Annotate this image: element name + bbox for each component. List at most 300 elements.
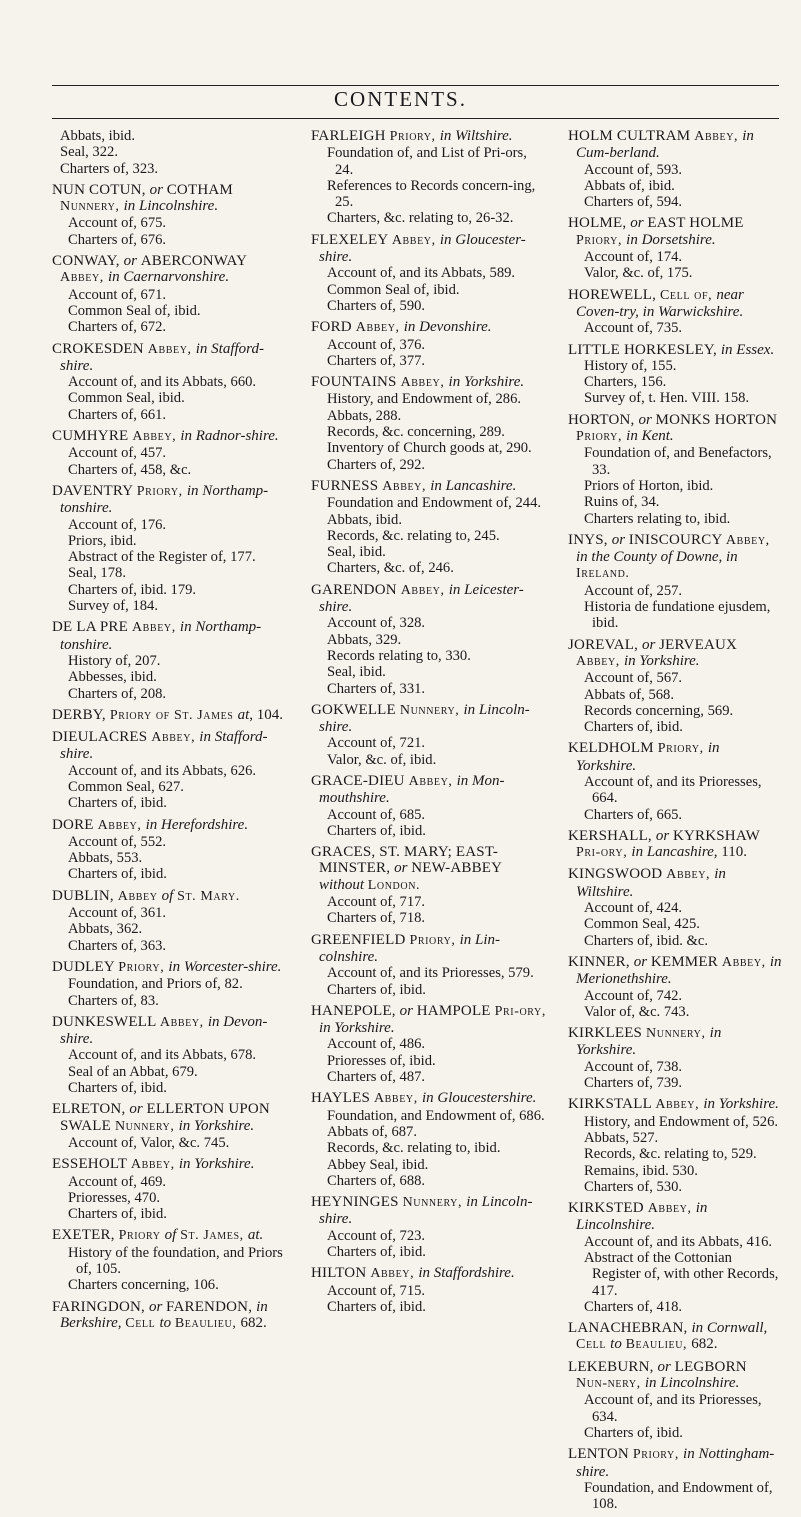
entry-subline: Charters of, ibid. [584, 1424, 683, 1441]
heading-italic: or [611, 531, 629, 548]
index-entry [311, 844, 548, 926]
entry-subline: Charters of, 331. [327, 680, 426, 697]
entry-subline: Account of, and its Abbats, 416. [584, 1233, 773, 1250]
entry-heading [311, 702, 548, 736]
heading-name: HOLME, [568, 215, 631, 232]
heading-name: FARENDON, [166, 1298, 257, 1315]
heading-name: CONWAY, [52, 253, 124, 270]
entry-heading [311, 582, 548, 616]
heading-italic: or [394, 860, 412, 877]
entry-subline: Charters of, 418. [584, 1298, 683, 1315]
index-entry [568, 1320, 782, 1354]
index-column-3 [568, 128, 782, 1517]
entry-subline: Charters of, 458, &c. [68, 461, 192, 478]
entry-subline: Charters of, 665. [584, 806, 683, 823]
entry-subline: Charters of, ibid. [68, 795, 167, 812]
heading-italic: in Yorkshire. [703, 1096, 779, 1113]
entry-subline: Account of, 738. [584, 1058, 683, 1075]
heading-smallcaps: Priory, [576, 429, 627, 445]
heading-smallcaps: Abbey, [666, 867, 715, 883]
entry-subline: Charters of, 83. [68, 992, 159, 1009]
entry-heading [311, 478, 548, 495]
heading-name: KERSHALL, [568, 827, 656, 844]
heading-italic: in Yorkshire. [448, 374, 525, 391]
heading-name: FURNESS [311, 477, 383, 494]
entry-subline: Survey of, 184. [68, 598, 158, 615]
entry-subline: History, and Endowment of, 286. [327, 391, 522, 408]
entry-subline: History of the foundation, and Priors of, 105. [68, 1244, 283, 1277]
entry-heading [311, 844, 548, 894]
heading-smallcaps: Abbey, [355, 320, 404, 336]
heading-smallcaps: Abbey, [694, 129, 743, 144]
heading-name: LENTON [568, 1446, 633, 1463]
heading-name: DAVENTRY [52, 482, 137, 499]
entry-subline: Records concerning, 569. [584, 702, 734, 719]
heading-smallcaps: Abbey, [373, 1091, 422, 1107]
entry-subline: Account of, 742. [584, 987, 683, 1004]
heading-name: FORD [311, 319, 356, 336]
entry-subline: Charters of, ibid. [327, 981, 426, 998]
entry-subline: Charters, &c. of, 246. [327, 560, 454, 577]
index-entry [52, 817, 288, 883]
entry-subline: Account of, 567. [584, 670, 683, 687]
entry-heading [311, 374, 548, 391]
entry-subline: Account of, and its Abbats, 660. [68, 374, 257, 391]
heading-smallcaps: Abbey, [400, 375, 449, 391]
heading-smallcaps: Nunnery, [399, 702, 464, 718]
heading-smallcaps: Nunnery, [402, 1195, 467, 1211]
heading-name: KIRKLEES [568, 1025, 647, 1042]
heading-name: NUN COTUN, [52, 181, 150, 198]
entry-heading [52, 1101, 288, 1135]
heading-name: KELDHOLM [568, 740, 658, 757]
heading-smallcaps: Priory, [389, 129, 440, 144]
entry-subline: History, and Endowment of, 526. [584, 1113, 779, 1130]
heading-text: 682. [240, 1314, 267, 1331]
heading-name: KYRKSHAW [672, 827, 760, 844]
heading-name: DUNKESWELL [52, 1013, 160, 1030]
entry-subline: Abbats, 329. [327, 631, 402, 648]
entry-heading [568, 1320, 782, 1354]
heading-smallcaps: Abbey, [131, 620, 180, 636]
entry-subline: History of, 207. [68, 652, 161, 669]
heading-italic: in Northamp-tonshire. [60, 619, 262, 653]
heading-smallcaps: Abbey, [655, 1097, 704, 1113]
heading-italic: in Lin-colnshire. [319, 931, 501, 965]
entry-subline: Account of, 685. [327, 806, 426, 823]
heading-italic: in Devon-shire. [60, 1013, 268, 1048]
entry-subline: Account of, 723. [327, 1227, 426, 1244]
heading-name: FARINGDON, [52, 1298, 149, 1315]
index-entry [52, 1156, 288, 1222]
entry-subline: Foundation, and Endowment of, 686. [327, 1107, 545, 1124]
index-entry [568, 740, 782, 822]
entry-subline: Abbey Seal, ibid. [327, 1156, 429, 1173]
heading-italic: or [657, 1358, 675, 1375]
heading-smallcaps: Pri-ory, [576, 845, 632, 861]
heading-name: COTHAM [166, 181, 233, 198]
index-entry [52, 707, 288, 724]
heading-smallcaps: Beaulieu, [174, 1315, 241, 1331]
index-entry [52, 128, 288, 177]
heading-italic: without [319, 876, 368, 893]
entry-heading [311, 232, 548, 266]
entry-subline: Account of, 715. [327, 1282, 426, 1299]
heading-text: 104. [256, 706, 283, 723]
entry-subline: Charters of, ibid. 179. [68, 581, 197, 598]
index-entry [311, 1090, 548, 1189]
heading-italic: in Cum-berland. [576, 128, 754, 162]
entry-subline: Abstract of the Register of, 177. [68, 549, 256, 566]
heading-italic: in Dorsetshire. [626, 231, 716, 248]
title-rule [52, 118, 779, 119]
heading-name: HOLM CULTRAM [568, 128, 695, 144]
entry-heading [52, 707, 288, 724]
heading-italic: in Devonshire. [403, 319, 492, 336]
heading-smallcaps: Abbey, [391, 232, 440, 248]
entry-heading [568, 637, 782, 671]
entry-subline: Account of, 328. [327, 615, 426, 632]
entry-subline: Abbats, ibid. [60, 128, 135, 144]
entry-heading [568, 1359, 782, 1393]
heading-italic: in Staffordshire. [418, 1265, 515, 1282]
entry-subline: Abbats of, ibid. [584, 177, 675, 194]
heading-italic: of [161, 887, 178, 904]
entry-heading [52, 253, 288, 287]
entry-subline: Charters of, ibid. [68, 1206, 167, 1223]
entry-subline: Account of, 176. [68, 516, 167, 533]
heading-italic: in Gloucester-shire. [319, 231, 526, 266]
entry-subline: Charters of, 672. [68, 319, 167, 336]
entry-subline: Abstract of the Cottonian Register of, with other Records, 417. [584, 1250, 779, 1299]
heading-smallcaps: Nunnery, [60, 199, 124, 215]
index-entry [568, 1446, 782, 1512]
entry-subline: Charters of, ibid. [327, 1298, 426, 1315]
entry-heading [311, 319, 548, 336]
heading-italic: or [123, 253, 141, 270]
index-entry [568, 342, 782, 407]
entry-subline: Charters of, 363. [68, 937, 167, 954]
entry-heading [568, 215, 782, 249]
heading-italic: in Caernarvonshire. [107, 269, 230, 286]
heading-smallcaps: Cell of, [659, 287, 717, 303]
index-entry [311, 702, 548, 768]
entry-subline: Seal, 178. [68, 565, 126, 582]
entry-subline: Foundation and Endowment of, 244. [327, 495, 542, 512]
entry-subline: Inventory of Church goods at, 290. [327, 440, 532, 457]
index-entry [568, 1200, 782, 1315]
heading-italic: or [399, 1002, 417, 1019]
entry-subline: Account of, 593. [584, 161, 683, 178]
index-entry [568, 828, 782, 862]
index-entry [568, 532, 782, 632]
index-entry [568, 215, 782, 281]
heading-name: ESSEHOLT [52, 1156, 131, 1173]
entry-subline: Valor, &c. of, 175. [584, 265, 693, 282]
entry-heading [568, 287, 782, 321]
heading-name: DORE [52, 816, 98, 833]
heading-name: INYS, [568, 531, 612, 548]
index-entry [568, 287, 782, 337]
index-entry [568, 1359, 782, 1441]
heading-italic: in Stafford-shire. [60, 729, 268, 763]
heading-name: ELLERTON UPON SWALE [60, 1101, 270, 1134]
heading-smallcaps: Abbey, [576, 653, 624, 669]
index-entry [311, 1003, 548, 1085]
heading-smallcaps: Abbey, [408, 773, 457, 789]
entry-subline: Abbats of, 568. [584, 686, 674, 703]
entry-subline: Account of, and its Abbats, 626. [68, 762, 257, 779]
entry-subline: Charters of, ibid. [68, 866, 167, 883]
heading-italic: in Berkshire, [60, 1298, 268, 1331]
entry-subline: Account of, Valor, &c. 745. [68, 1134, 230, 1151]
entry-subline: Common Seal of, ibid. [327, 281, 460, 298]
index-entry [568, 1096, 782, 1195]
heading-italic: in Merionethshire. [576, 953, 782, 988]
entry-subline: Charters, &c. relating to, 26-32. [327, 210, 514, 227]
entry-heading [52, 729, 288, 763]
heading-italic: of [164, 1227, 181, 1244]
heading-name: INISCOURCY [628, 531, 726, 548]
entry-heading [311, 932, 548, 966]
entry-subline: Common Seal, 425. [584, 916, 700, 933]
entry-subline: Charters of, 718. [327, 910, 426, 927]
heading-name: CROKESDEN [52, 340, 148, 357]
index-entry [568, 866, 782, 948]
heading-italic: or [630, 215, 648, 232]
entry-subline: Historia de fundatione ejusdem, ibid. [584, 599, 771, 632]
index-entry [311, 232, 548, 314]
heading-italic: in Northamp-tonshire. [60, 482, 269, 517]
heading-text: 110. [721, 844, 747, 861]
entry-heading [52, 888, 288, 905]
entry-subline: Charters of, ibid. [327, 1244, 426, 1260]
heading-italic: in Lincoln-shire. [319, 1194, 533, 1228]
entry-heading [568, 954, 782, 988]
entry-heading [311, 1090, 548, 1107]
heading-italic: or [148, 1298, 167, 1315]
heading-italic: or [642, 636, 660, 653]
heading-smallcaps: Priory, [632, 1447, 684, 1463]
heading-name: CUMHYRE [52, 428, 133, 445]
entry-subline: Account of, 486. [327, 1036, 426, 1053]
heading-smallcaps: Nunnery, [646, 1026, 710, 1042]
entry-subline: Seal of an Abbat, 679. [68, 1063, 198, 1080]
entry-subline: Priors, ibid. [68, 532, 137, 549]
entry-subline: Charters relating to, ibid. [584, 510, 731, 527]
entry-subline: References to Records concern-ing, 25. [327, 177, 536, 211]
index-entry [568, 637, 782, 736]
heading-italic: in Nottingham-shire. [576, 1446, 775, 1480]
entry-heading [52, 1227, 288, 1244]
heading-smallcaps: Abbey, [132, 429, 181, 445]
heading-smallcaps: Abbey, [130, 1157, 179, 1173]
entry-subline: Charters of, ibid. &c. [584, 932, 709, 949]
index-column-2 [311, 128, 548, 1320]
entry-subline: Account of, 552. [68, 833, 167, 850]
heading-name: LITTLE HORKESLEY, [568, 341, 721, 358]
entry-subline: Charters of, 688. [327, 1172, 426, 1189]
entry-heading [52, 1299, 288, 1333]
entry-subline: Prioresses of, ibid. [327, 1052, 436, 1069]
entry-subline: Charters of, 208. [68, 685, 167, 702]
heading-italic: in Yorkshire. [623, 652, 700, 669]
heading-name: DERBY, [52, 706, 110, 723]
heading-smallcaps: St. James, [180, 1228, 248, 1244]
entry-subline: Foundation of, and Benefactors, 33. [584, 445, 772, 478]
heading-italic: in Wiltshire. [439, 128, 513, 144]
entry-subline: Abbats of, 687. [327, 1123, 417, 1140]
index-entry [52, 729, 288, 811]
entry-subline: Ruins of, 34. [584, 494, 660, 511]
entry-subline: Charters concerning, 106. [68, 1277, 219, 1294]
heading-name: GRACES, ST. MARY; EAST-MINSTER, [311, 844, 499, 877]
entry-subline: Records, &c. relating to, ibid. [327, 1140, 501, 1157]
entry-subline: Records, &c. relating to, 529. [584, 1146, 757, 1163]
heading-smallcaps: Abbey, [647, 1201, 696, 1217]
entry-subline: Foundation, and Endowment of, 108. [584, 1479, 773, 1513]
heading-name: FARLEIGH [311, 128, 390, 144]
entry-subline: Charters of, 739. [584, 1075, 683, 1092]
index-entry [311, 319, 548, 369]
entry-heading [568, 1200, 782, 1234]
heading-name: KIRKSTED [568, 1200, 648, 1217]
index-entry [311, 128, 548, 227]
entry-subline: Charters of, 661. [68, 406, 167, 423]
heading-italic: in Lincolnshire. [576, 1200, 708, 1234]
heading-name: ELRETON, [52, 1101, 130, 1118]
entry-subline: Charters of, ibid. [68, 1080, 167, 1097]
entry-subline: Charters, 156. [584, 374, 667, 391]
heading-name: DUDLEY [52, 958, 119, 975]
entry-heading [311, 1194, 548, 1228]
index-entry [52, 182, 288, 248]
entry-subline: Valor, &c. of, ibid. [327, 751, 437, 768]
entry-subline: Account of, 671. [68, 286, 167, 303]
entry-subline: Charters of, 676. [68, 231, 167, 248]
entry-heading [52, 483, 288, 517]
entry-heading [311, 1265, 548, 1282]
entry-subline: Charters of, 323. [60, 160, 159, 177]
heading-name: GRACE-DIEU [311, 772, 409, 789]
entry-heading [568, 532, 782, 583]
index-entry [52, 888, 288, 954]
heading-name: GARENDON [311, 581, 401, 598]
index-column-1 [52, 128, 288, 1337]
heading-smallcaps: Abbey, [147, 341, 196, 357]
index-entry [311, 374, 548, 473]
entry-subline: Remains, ibid. 530. [584, 1162, 698, 1179]
entry-subline: Priors of Horton, ibid. [584, 477, 714, 494]
heading-name: KINGSWOOD [568, 866, 667, 883]
heading-smallcaps: St. Mary. [177, 888, 240, 904]
entry-subline: Charters of, 590. [327, 297, 426, 314]
entry-subline: Charters of, 530. [584, 1178, 683, 1195]
heading-italic: near Coven-try, in Warwickshire. [576, 286, 744, 320]
heading-text: 682. [691, 1336, 718, 1353]
index-entry [52, 253, 288, 335]
heading-name: HORTON, [568, 411, 639, 428]
entry-subline: Charters of, ibid. [327, 822, 426, 839]
heading-smallcaps: Nunnery, [114, 1118, 179, 1134]
heading-name: LANACHEBRAN, [568, 1320, 692, 1337]
heading-italic: in Lincolnshire. [123, 198, 219, 215]
heading-italic: in Lincoln-shire. [319, 701, 530, 736]
heading-name: JERVEAUX [659, 636, 738, 653]
heading-name: HOREWELL, [568, 286, 660, 303]
heading-name: ABERCONWAY [140, 253, 247, 270]
entry-subline: Account of, 257. [584, 582, 683, 599]
heading-italic: at, [237, 706, 257, 723]
heading-italic: in Yorkshire. [576, 740, 720, 774]
heading-italic: in Kent. [626, 428, 674, 445]
entry-heading [568, 412, 782, 446]
top-rule [52, 85, 779, 86]
entry-subline: Abbats, 362. [68, 921, 143, 938]
entry-subline: Account of, and its Abbats, 589. [327, 265, 516, 282]
index-entry [311, 932, 548, 998]
entry-subline: Account of, 735. [584, 320, 683, 337]
entry-subline: Common Seal, 627. [68, 778, 184, 795]
heading-smallcaps: Abbey, [721, 954, 770, 970]
heading-name: HANEPOLE, [311, 1002, 400, 1019]
index-entry [568, 412, 782, 527]
entry-subline: Abbats, ibid. [327, 511, 402, 528]
heading-italic: or [129, 1101, 147, 1118]
index-entry [52, 1299, 288, 1333]
index-entry [52, 483, 288, 614]
entry-subline: Common Seal, ibid. [68, 390, 185, 407]
heading-smallcaps: Priory of St. James [109, 707, 238, 723]
entry-subline: Abbats, 553. [68, 850, 143, 867]
heading-italic: at. [247, 1227, 264, 1244]
heading-smallcaps: Abbey, [725, 532, 770, 548]
entry-subline: History of, 155. [584, 357, 677, 374]
heading-italic: in Radnor-shire. [180, 428, 279, 445]
heading-italic: to [159, 1314, 175, 1331]
heading-italic: in the County of Downe, in [576, 549, 738, 566]
heading-name: LEGBORN [674, 1358, 747, 1375]
entry-subline: Account of, 174. [584, 249, 683, 266]
entry-subline: Account of, 721. [327, 735, 426, 752]
index-entry [52, 1014, 288, 1096]
heading-italic: in Stafford-shire. [60, 340, 264, 374]
entry-heading [52, 428, 288, 445]
heading-italic: in Gloucestershire. [421, 1090, 537, 1107]
heading-smallcaps: Abbey [117, 888, 162, 904]
entry-subline: Abbesses, ibid. [68, 669, 157, 686]
heading-smallcaps: Priory, [118, 959, 169, 975]
heading-italic: to [610, 1336, 626, 1353]
entry-heading [568, 1096, 782, 1113]
heading-name: KINNER, [568, 953, 634, 970]
heading-name: HAMPOLE [416, 1002, 495, 1019]
heading-italic: in Cornwall, [691, 1320, 768, 1337]
entry-subline: Records relating to, 330. [327, 647, 471, 664]
entry-heading [52, 959, 288, 976]
heading-smallcaps: Cell [125, 1315, 160, 1331]
heading-name: GREENFIELD [311, 931, 410, 948]
heading-italic: in Wiltshire. [576, 866, 726, 900]
heading-smallcaps: Abbey, [382, 478, 431, 494]
entry-heading [52, 619, 288, 653]
heading-italic: in Lancashire, [631, 844, 722, 861]
entry-subline: Seal, ibid. [327, 544, 386, 561]
heading-smallcaps: Pri-ory, [494, 1003, 546, 1019]
index-entry [311, 1265, 548, 1315]
entry-heading [52, 341, 288, 375]
entry-subline: Charters of, 487. [327, 1069, 426, 1086]
